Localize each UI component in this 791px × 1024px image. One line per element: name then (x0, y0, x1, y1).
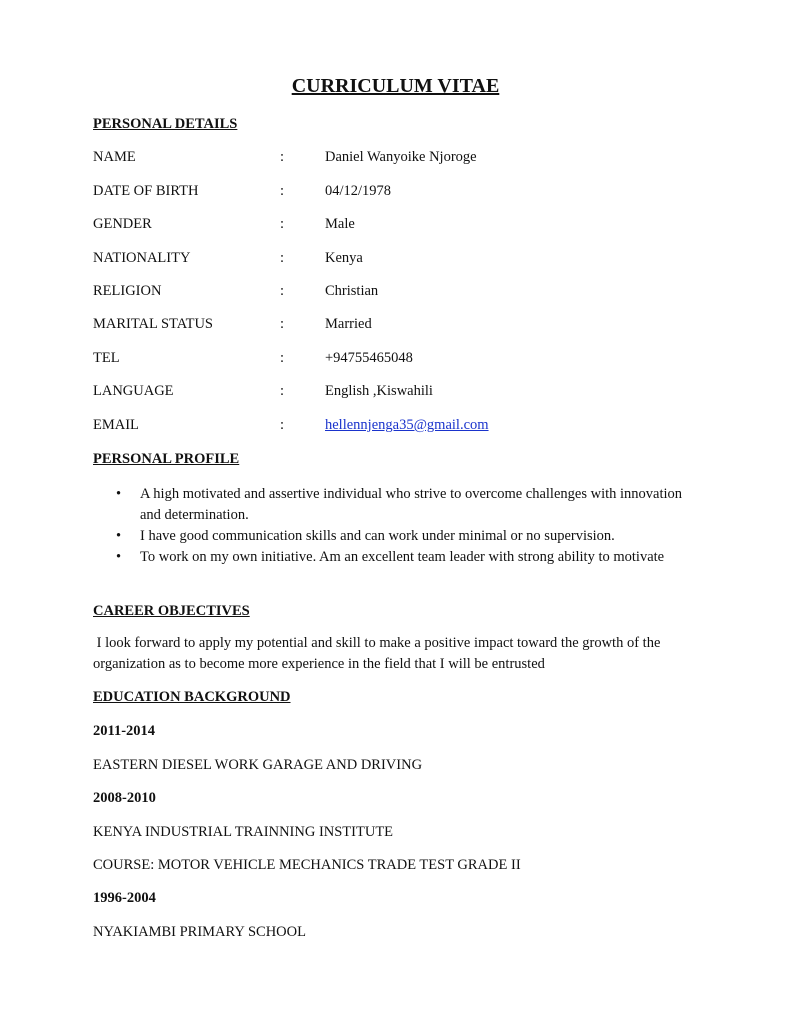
marital-status-value: Married (325, 316, 372, 332)
profile-bullet-list (93, 484, 693, 568)
religion-label: RELIGION (93, 283, 162, 299)
list-item (93, 484, 693, 526)
gender-separator: : (280, 216, 285, 232)
education-institution: NYAKIAMBI PRIMARY SCHOOL (93, 924, 306, 940)
education-institution: EASTERN DIESEL WORK GARAGE AND DRIVING (93, 757, 423, 773)
marital-status-separator: : (280, 316, 285, 332)
dob-value: 04/12/1978 (325, 183, 392, 199)
personal-details-heading: PERSONAL DETAILS (93, 116, 238, 132)
education-years: 2008-2010 (93, 790, 156, 806)
name-value: Daniel Wanyoike Njoroge (325, 149, 477, 165)
bullet-icon: • (116, 528, 122, 544)
language-separator: : (280, 383, 285, 399)
nationality-label: NATIONALITY (93, 250, 191, 266)
nationality-separator: : (280, 250, 285, 266)
email-separator: : (280, 417, 285, 433)
bullet-icon: • (116, 486, 122, 502)
email-link[interactable]: hellennjenga35@gmail.com (325, 417, 489, 433)
gender-label: GENDER (93, 216, 152, 232)
profile-item-text: A high motivated and assertive individual who strive to overcome challenges with innovation and determination. (140, 486, 683, 523)
tel-value: +94755465048 (325, 350, 413, 366)
name-separator: : (280, 149, 285, 165)
email-label: EMAIL (93, 417, 139, 433)
religion-value: Christian (325, 283, 379, 299)
document-title: CURRICULUM VITAE (291, 75, 500, 97)
personal-profile-heading: PERSONAL PROFILE (93, 451, 240, 467)
education-heading: EDUCATION BACKGROUND (93, 689, 291, 705)
marital-status-label: MARITAL STATUS (93, 316, 213, 332)
tel-label: TEL (93, 350, 120, 366)
dob-separator: : (280, 183, 285, 199)
education-institution: KENYA INDUSTRIAL TRAINNING INSTITUTE (93, 824, 394, 840)
career-objectives-heading: CAREER OBJECTIVES (93, 603, 250, 619)
education-course: COURSE: MOTOR VEHICLE MECHANICS TRADE TEST GRADE II (93, 857, 521, 873)
gender-value: Male (325, 216, 355, 232)
nationality-value: Kenya (325, 250, 363, 266)
language-label: LANGUAGE (93, 383, 174, 399)
education-years: 2011-2014 (93, 723, 156, 739)
tel-separator: : (280, 350, 285, 366)
list-item (93, 547, 693, 568)
religion-separator: : (280, 283, 285, 299)
name-label: NAME (93, 149, 136, 165)
list-item (93, 526, 693, 547)
profile-item-text: I have good communication skills and can work under minimal or no supervision. (140, 528, 615, 544)
bullet-icon: • (116, 549, 122, 565)
profile-item-text: To work on my own initiative. Am an excellent team leader with strong ability to motivate (140, 549, 665, 565)
dob-label: DATE OF BIRTH (93, 183, 199, 199)
education-years: 1996-2004 (93, 890, 156, 906)
career-objectives-text: I look forward to apply my potential and skill to make a positive impact toward the growth of the organization as to become more experience in the field that I will be entrusted (93, 635, 665, 672)
language-value: English ,Kiswahili (325, 383, 433, 399)
